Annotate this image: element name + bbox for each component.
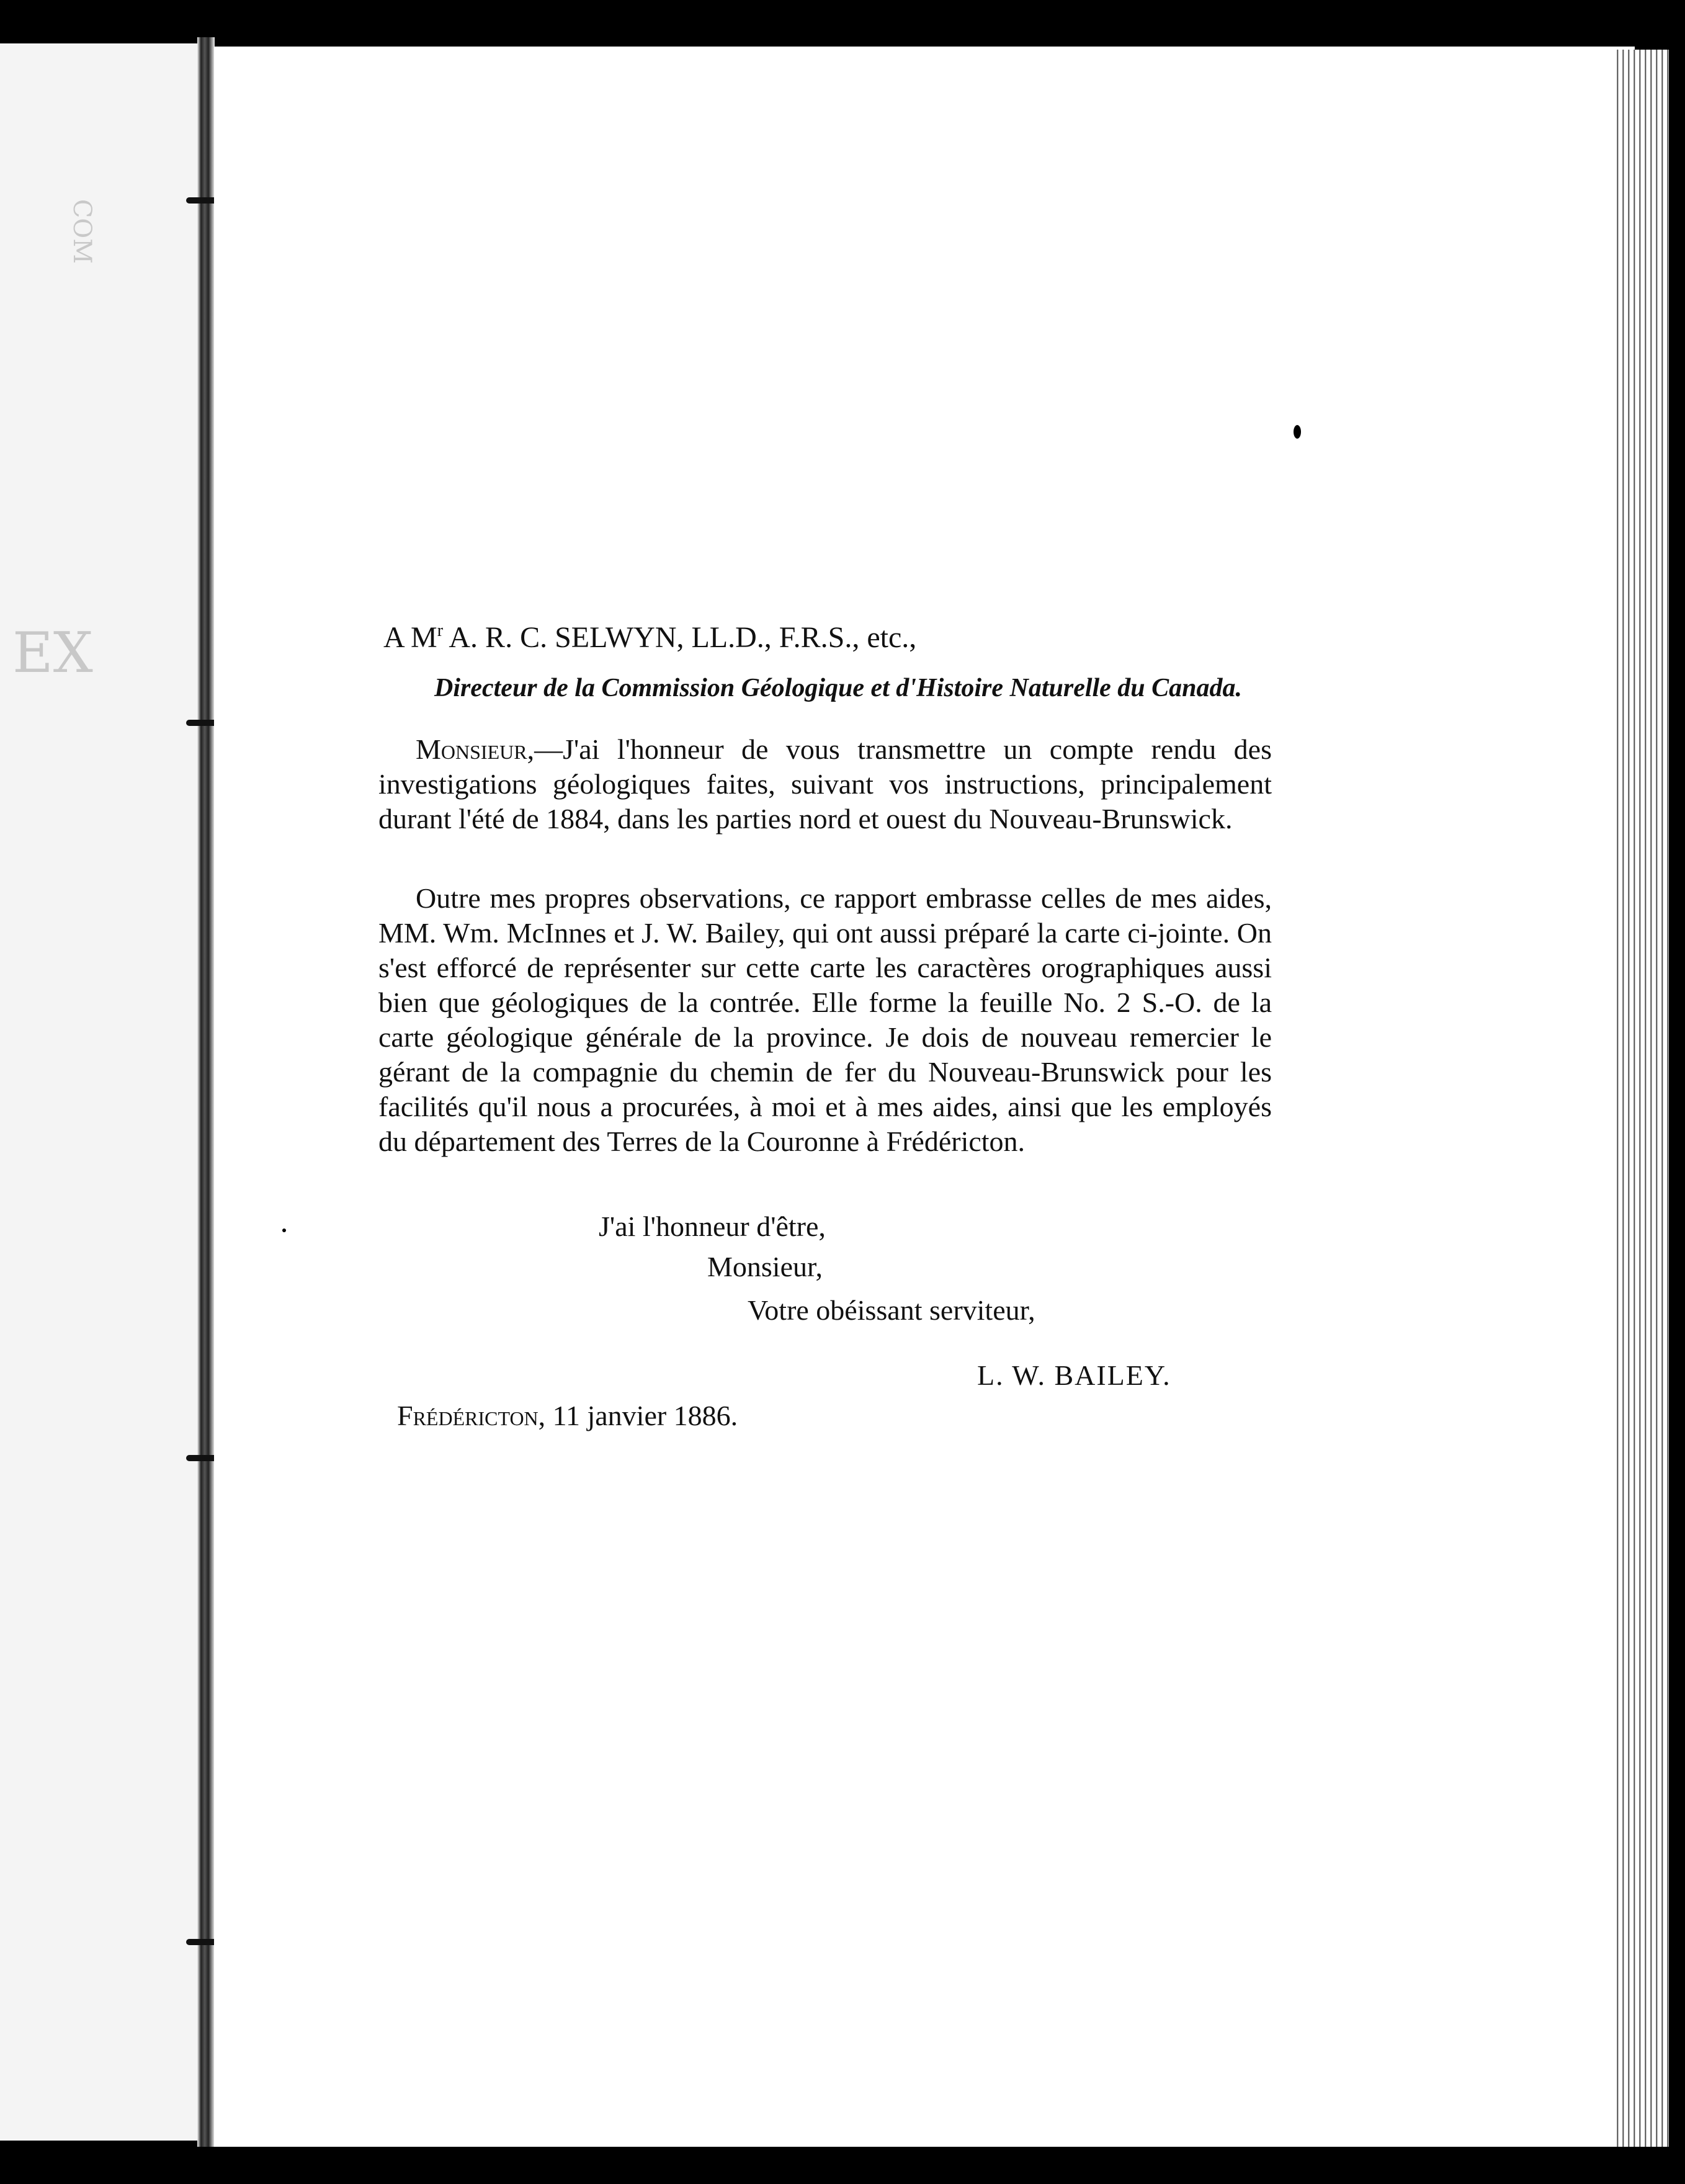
place-and-date xyxy=(397,1399,738,1432)
bleed-through-text: EX xyxy=(12,620,93,686)
previous-page-edge xyxy=(0,43,214,2141)
closing-line: Monsieur, xyxy=(707,1251,823,1282)
addressee-name: A. R. C. SELWYN, LL.D., F.R.S., etc., xyxy=(443,621,917,654)
date: , 11 janvier 1886. xyxy=(538,1400,738,1431)
addressee-prefix: A M xyxy=(383,621,437,654)
addressee-line xyxy=(383,620,916,655)
place: Frédéricton xyxy=(397,1400,539,1431)
closing-line: Votre obéissant serviteur, xyxy=(748,1294,1035,1326)
paragraph-2: Outre mes propres observations, ce rapport embrasse celles de mes aides, MM. Wm. McInnes et J. W. Bailey, qui ont aussi préparé la carte ci-jointe. On s'est efforcé de représenter sur cette carte les caractères orographiques aussi bien que géologiques de la contrée. Elle forme la feuille No. 2 S.-O. de la carte géologique générale de la province. Je dois de nouveau remercier le gérant de la compagnie du chemin de fer du Nouveau-Brunswick pour les facilités qu'il nous a procurées, à moi et à mes aides, ainsi que les employés du département des Terres de la Couronne à Frédéricton. xyxy=(378,882,1272,1157)
page-edges xyxy=(1613,50,1669,2147)
paragraph-1 xyxy=(378,732,1272,836)
bleed-through-text: COM xyxy=(68,199,97,264)
salutation: Monsieur, xyxy=(416,733,535,765)
addressee-superscript: r xyxy=(437,621,444,640)
addressee-title: Directeur de la Commission Géologique et d'Histoire Naturelle du Canada. xyxy=(434,674,1243,702)
paragraph-1-text: —J'ai l'honneur de vous transmettre un compte rendu des investigations géologiques faites, suivant vos instructions, principalement durant l'été de 1884, dans les parties nord et ouest du Nouveau-Brunswick. xyxy=(378,733,1272,835)
ink-speck xyxy=(282,1228,286,1232)
ink-speck xyxy=(1294,425,1301,439)
binding-stitch-line xyxy=(197,37,215,2147)
closing-line: J'ai l'honneur d'être, xyxy=(599,1211,826,1242)
signature: L. W. BAILEY. xyxy=(977,1359,1171,1391)
